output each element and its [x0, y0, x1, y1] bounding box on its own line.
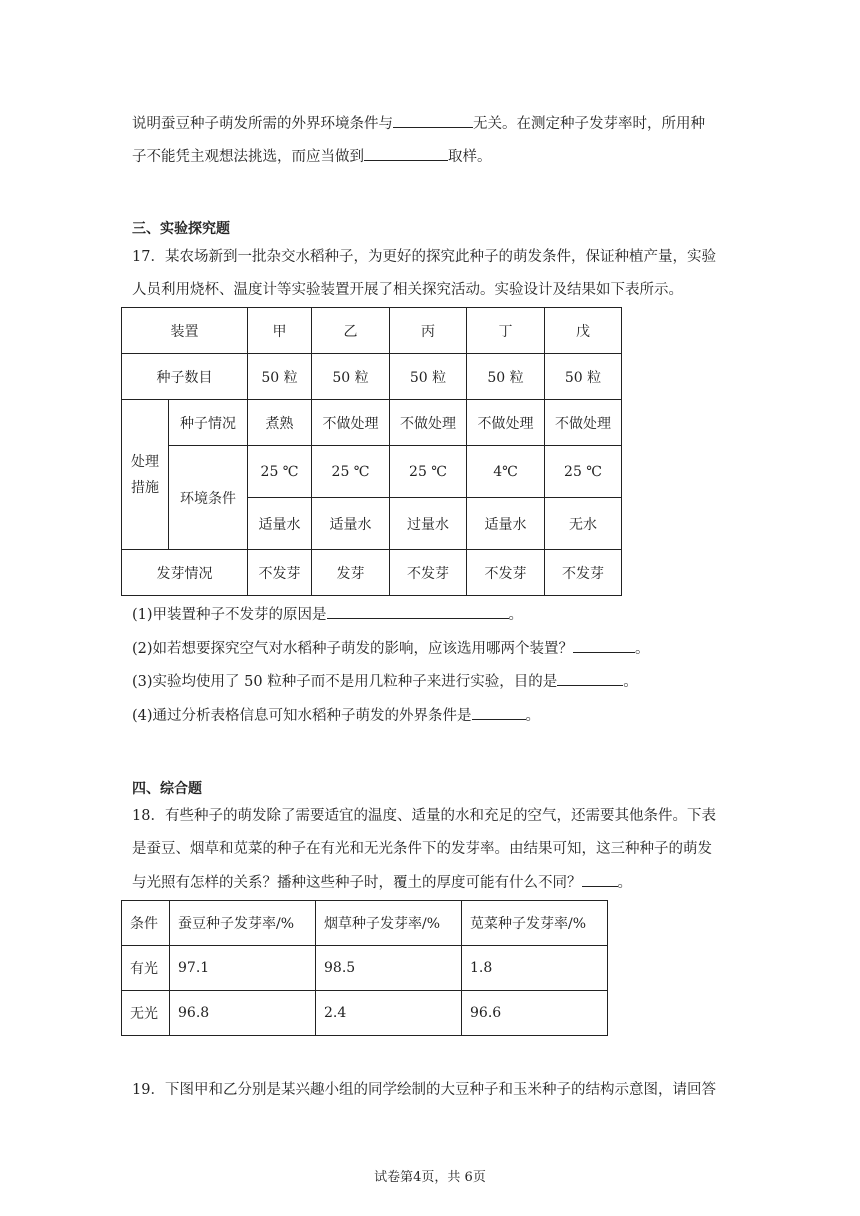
table-row — [122, 991, 608, 1036]
sub-question-1 — [132, 604, 523, 625]
section-title: 三、实验探究题 — [132, 221, 230, 237]
answer-blank[interactable] — [364, 146, 448, 161]
table-cell: 不做处理 — [545, 400, 622, 446]
text-segment: 说明蚕豆种子萌发所需的外界环境条件与 — [132, 116, 393, 132]
table-cell: 有光 — [122, 946, 170, 991]
answer-blank[interactable] — [327, 604, 509, 619]
table-row — [122, 308, 622, 354]
sub-question-2 — [132, 638, 650, 659]
answer-blank[interactable] — [472, 705, 526, 720]
table-cell: 不发芽 — [390, 550, 467, 596]
question-18-line-3 — [132, 872, 632, 893]
label-part: 处理 — [131, 453, 159, 470]
row-label: 种子数目 — [122, 354, 248, 400]
row-group-label — [122, 400, 169, 550]
table-cell: 25 ℃ — [248, 446, 312, 498]
table-cell: 不做处理 — [390, 400, 467, 446]
table-cell: 不发芽 — [248, 550, 312, 596]
experiment-table — [121, 307, 622, 596]
table-cell: 96.6 — [462, 991, 608, 1036]
germination-rate-table — [121, 900, 608, 1036]
table-header: 戊 — [545, 308, 622, 354]
fill-in-line-2 — [132, 146, 492, 167]
row-label: 种子情况 — [169, 400, 248, 446]
text-segment: 取样。 — [448, 149, 492, 165]
text-segment: 与光照有怎样的关系？播种这些种子时，覆土的厚度可能有什么不同？ — [132, 875, 582, 891]
table-row — [122, 550, 622, 596]
table-row — [122, 901, 608, 946]
table-cell: 不做处理 — [467, 400, 545, 446]
table-cell: 96.8 — [170, 991, 316, 1036]
table-cell: 25 ℃ — [545, 446, 622, 498]
section-title: 四、综合题 — [132, 781, 202, 797]
table-header: 乙 — [312, 308, 390, 354]
text-segment: 子不能凭主观想法挑选，而应当做到 — [132, 149, 364, 165]
table-cell: 过量水 — [390, 498, 467, 550]
text-segment: 无关。在测定种子发芽率时，所用种 — [473, 116, 705, 132]
text-segment: (4)通过分析表格信息可知水稻种子萌发的外界条件是 — [132, 708, 472, 724]
table-header: 甲 — [248, 308, 312, 354]
table-header: 苋菜种子发芽率/% — [462, 901, 608, 946]
table-row — [122, 354, 622, 400]
text-segment: 。 — [635, 641, 650, 657]
table-cell: 无水 — [545, 498, 622, 550]
sub-question-4 — [132, 705, 540, 726]
table-cell: 50 粒 — [248, 354, 312, 400]
page-footer: 试卷第4页，共 6页 — [374, 1170, 486, 1185]
table-cell: 50 粒 — [545, 354, 622, 400]
text-segment: 。 — [508, 607, 524, 623]
row-label: 环境条件 — [169, 446, 248, 550]
row-label: 发芽情况 — [122, 550, 248, 596]
answer-blank[interactable] — [573, 638, 635, 653]
answer-blank[interactable] — [557, 671, 623, 686]
table-header: 丁 — [467, 308, 545, 354]
table-cell: 50 粒 — [312, 354, 390, 400]
table-header: 烟草种子发芽率/% — [316, 901, 462, 946]
table-cell: 98.5 — [316, 946, 462, 991]
fill-in-line-1 — [132, 113, 705, 134]
table-cell: 不做处理 — [312, 400, 390, 446]
table-cell: 发芽 — [312, 550, 390, 596]
table-cell: 25 ℃ — [390, 446, 467, 498]
table-row — [122, 446, 622, 498]
table-cell: 适量水 — [312, 498, 390, 550]
question-17-line-1: 17．某农场新到一批杂交水稻种子，为更好的探究此种子的萌发条件，保证种植产量，实验 — [132, 249, 716, 265]
table-cell: 2.4 — [316, 991, 462, 1036]
table-cell: 97.1 — [170, 946, 316, 991]
question-18-line-2: 是蚕豆、烟草和苋菜的种子在有光和无光条件下的发芽率。由结果可知，这三种种子的萌发 — [132, 841, 712, 857]
table-row — [122, 400, 622, 446]
table-cell: 适量水 — [248, 498, 312, 550]
answer-blank[interactable] — [393, 113, 473, 128]
table-row — [122, 946, 608, 991]
answer-blank[interactable] — [582, 872, 618, 887]
table-header: 条件 — [122, 901, 170, 946]
label-part: 措施 — [131, 479, 159, 496]
question-18-line-1: 18．有些种子的萌发除了需要适宜的温度、适量的水和充足的空气，还需要其他条件。下表 — [132, 808, 716, 824]
table-header: 装置 — [122, 308, 248, 354]
table-cell: 不发芽 — [467, 550, 545, 596]
table-cell: 50 粒 — [467, 354, 545, 400]
text-segment: 。 — [623, 674, 638, 690]
text-segment: 。 — [525, 708, 541, 724]
table-cell: 50 粒 — [390, 354, 467, 400]
text-segment: 。 — [617, 875, 632, 891]
table-cell: 不发芽 — [545, 550, 622, 596]
question-17-line-2: 人员利用烧杯、温度计等实验装置开展了相关探究活动。实验设计及结果如下表所示。 — [132, 282, 683, 298]
text-segment: (2)如若想要探究空气对水稻种子萌发的影响，应该选用哪两个装置？ — [132, 641, 574, 657]
table-cell: 1.8 — [462, 946, 608, 991]
table-header: 丙 — [390, 308, 467, 354]
table-cell: 煮熟 — [248, 400, 312, 446]
table-cell: 25 ℃ — [312, 446, 390, 498]
sub-question-3 — [132, 671, 638, 692]
table-cell: 适量水 — [467, 498, 545, 550]
text-segment: (3)实验均使用了 50 粒种子而不是用几粒种子来进行实验，目的是 — [132, 674, 558, 690]
table-cell: 4℃ — [467, 446, 545, 498]
text-segment: (1)甲装置种子不发芽的原因是 — [132, 607, 327, 623]
table-header: 蚕豆种子发芽率/% — [170, 901, 316, 946]
question-19-line-1: 19．下图甲和乙分别是某兴趣小组的同学绘制的大豆种子和玉米种子的结构示意图，请回答 — [132, 1082, 716, 1098]
table-cell: 无光 — [122, 991, 170, 1036]
